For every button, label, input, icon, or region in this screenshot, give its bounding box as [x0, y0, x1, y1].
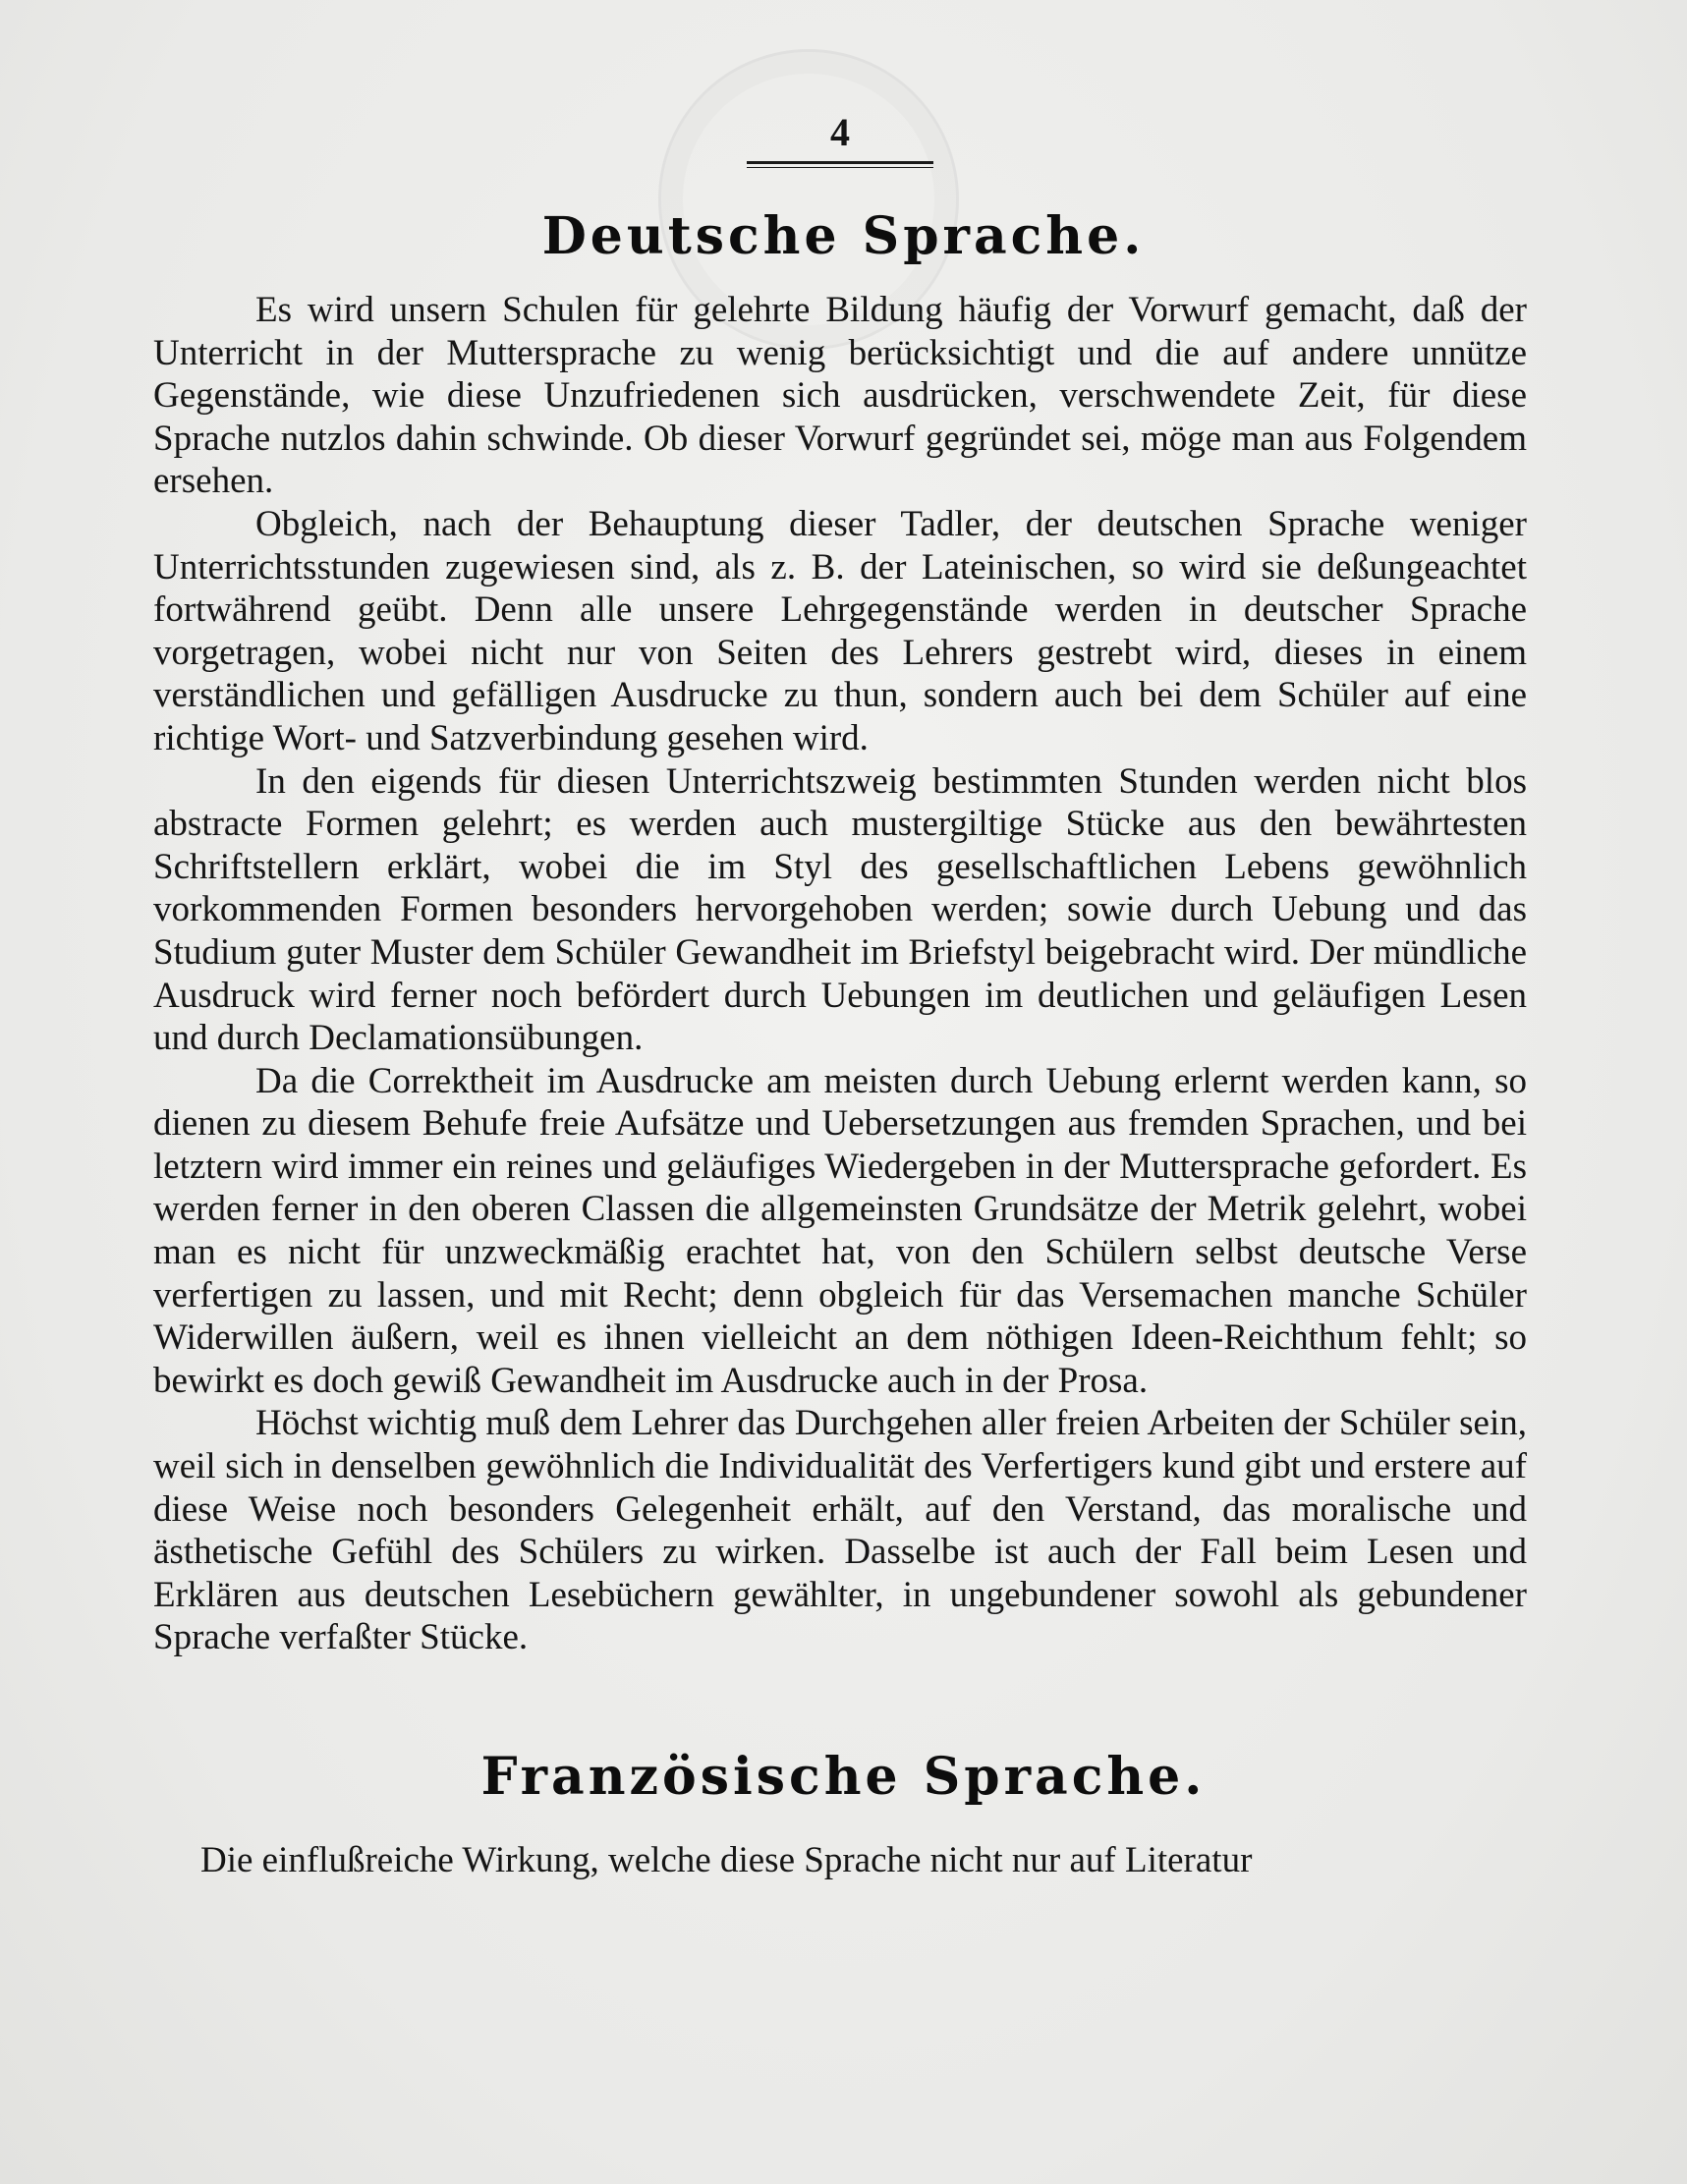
paragraph: In den eigends für diesen Unterrichtszweig bestimmten Stunden werden nicht blos abstracte Formen gelehrt; es werden auch mustergiltige Stücke aus den bewährtesten Schriftstellern erklärt, wobei die im Styl des gesellschaftlichen Lebens gewöhnlich vorkommenden Formen besonders hervorgehoben werden; sowie durch Uebung und das Studium guter Muster dem Schüler Gewandheit im Briefstyl beigebracht wird. Der mündliche Ausdruck wird ferner noch befördert durch Uebungen im deutlichen und geläufigen Lesen und durch Declamationsübungen.: [153, 760, 1527, 1059]
page-number-rule: [747, 161, 933, 168]
paragraph: Die einflußreiche Wirkung, welche diese Sprache nicht nur auf Literatur: [200, 1840, 1253, 1880]
paragraph: Obgleich, nach der Behauptung dieser Tadler, der deutschen Sprache weniger Unterrichtsstunden zugewiesen sind, als z. B. der Lateinischen, so wird sie deßungeachtet fortwährend geübt. Denn alle unsere Lehrgegenstände werden in deutscher Sprache vorgetragen, wobei nicht nur von Seiten des Lehrers gestrebt wird, dieses in einem verständlichen und gefälligen Ausdrucke zu thun, sondern auch bei dem Schüler auf eine richtige Wort- und Satzverbindung gesehen wird.: [153, 503, 1527, 758]
section-heading-franzoesische-sprache: Französische Sprache.: [480, 1747, 1207, 1807]
paragraph: Es wird unsern Schulen für gelehrte Bildung häufig der Vorwurf gemacht, daß der Unterricht in der Muttersprache zu wenig berücksichtigt und die auf andere unnütze Gegenstände, wie diese Unzufriedenen sich ausdrücken, verschwendete Zeit, für diese Sprache nutzlos dahin schwinde. Ob dieser Vorwurf gegründet sei, möge man aus Folgendem ersehen.: [153, 290, 1527, 502]
section-body-deutsche-sprache: [153, 289, 1527, 1659]
section-body-franzoesische-sprache: [153, 1839, 1527, 1882]
paragraph: Da die Correktheit im Ausdrucke am meisten durch Uebung erlernt werden kann, so dienen zu diesem Behufe freie Aufsätze und Uebersetzungen aus fremden Sprachen, und bei letztern wird immer ein reines und geläufiges Wiedergeben in der Muttersprache gefordert. Es werden ferner in den oberen Classen die allgemeinsten Grundsätze der Metrik gelehrt, wobei man es nicht für unzweckmäßig erachtet hat, von den Schülern selbst deutsche Verse verfertigen zu lassen, und mit Recht; denn obgleich für das Versemachen manche Schüler Widerwillen äußern, weil es ihnen vielleicht an dem nöthigen Ideen-Reichthum fehlt; so bewirkt es doch gewiß Gewandheit im Ausdrucke auch in der Prosa.: [153, 1060, 1527, 1401]
section-heading-deutsche-sprache: Deutsche Sprache.: [541, 206, 1146, 266]
page-number: 4: [830, 110, 850, 154]
paragraph: Höchst wichtig muß dem Lehrer das Durchgehen aller freien Arbeiten der Schüler sein, weil sich in denselben gewöhnlich die Individualität des Verfertigers kund gibt und erstere auf diese Weise noch besonders Gelegenheit erhält, auf den Verstand, das moralische und ästhetische Gefühl des Schülers zu wirken. Dasselbe ist auch der Fall beim Lesen und Erklären aus deutschen Lesebüchern gewählter, in ungebundener sowohl als gebundener Sprache verfaßter Stücke.: [153, 1403, 1527, 1658]
